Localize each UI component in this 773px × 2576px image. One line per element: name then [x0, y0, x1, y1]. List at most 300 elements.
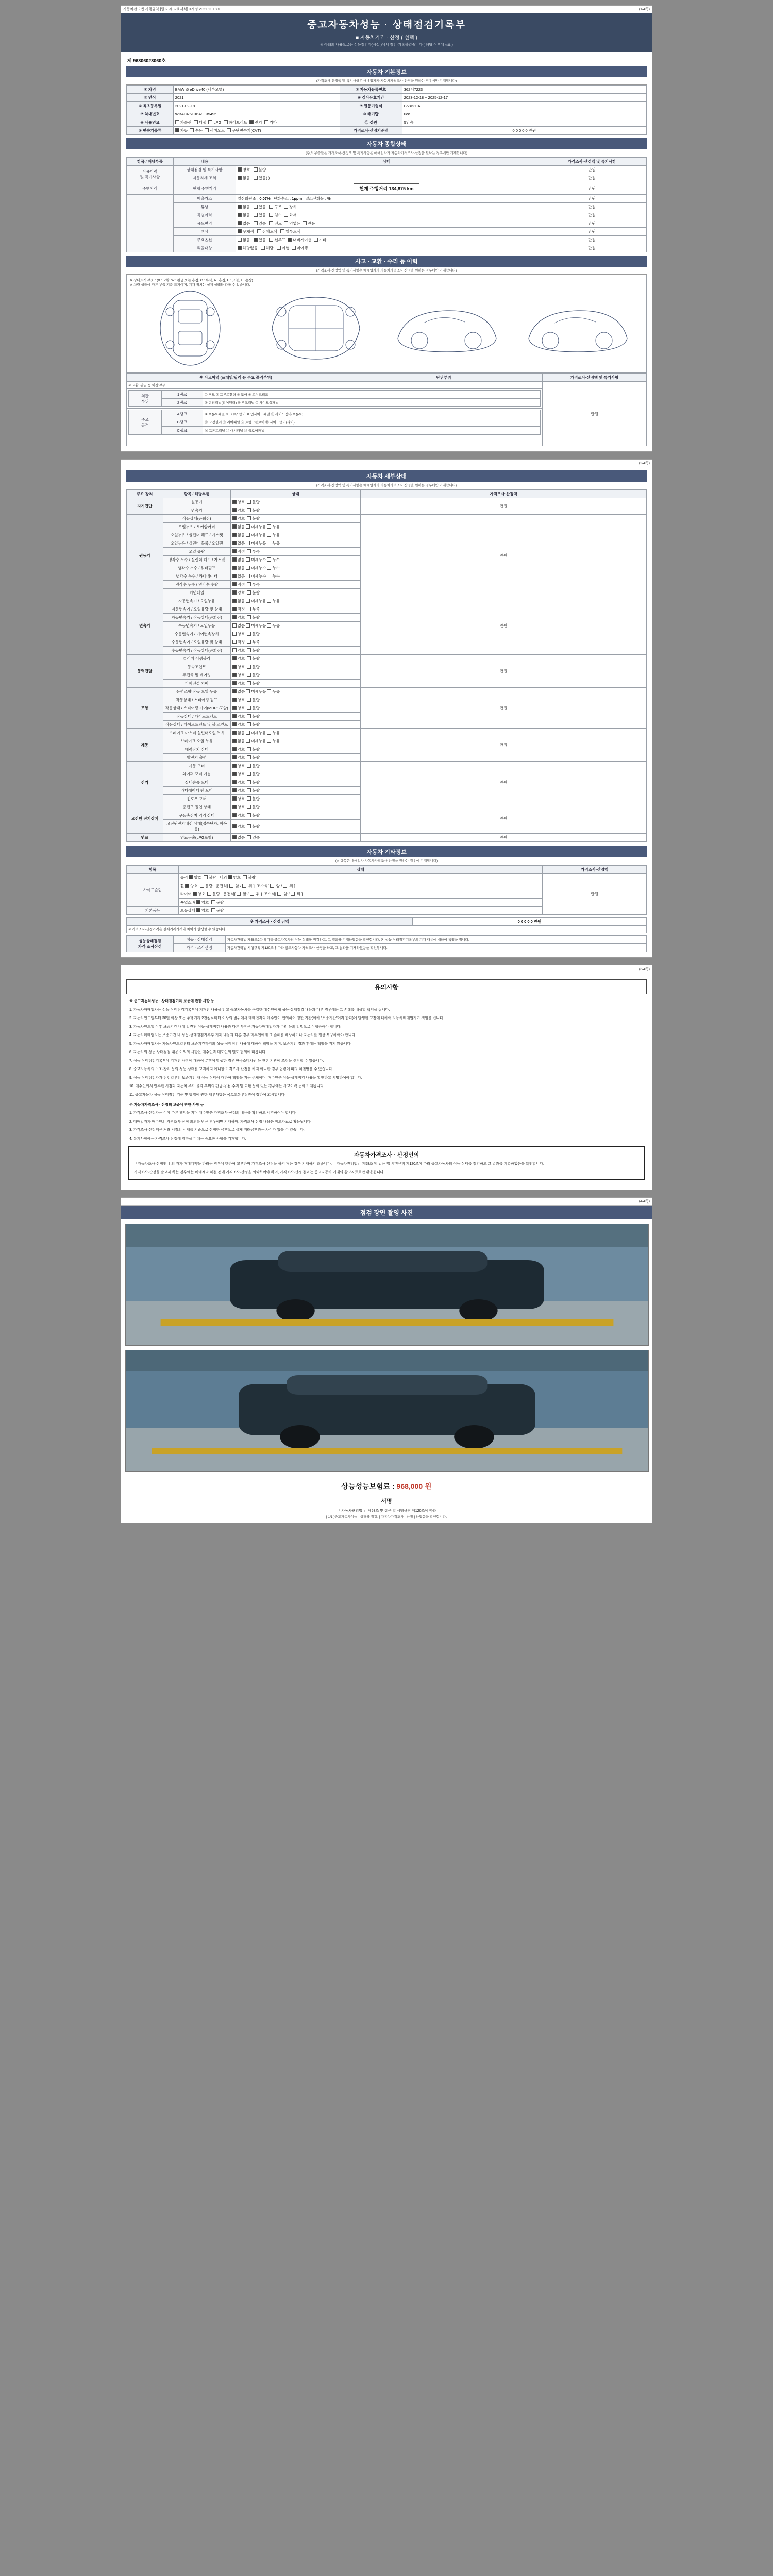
opt-2-4-b[interactable]: 불량: [247, 632, 260, 636]
detail-status-0-0: [230, 498, 360, 506]
overall-status-1-opt-1[interactable]: 있음( ): [254, 176, 270, 180]
value-car-name: BMW i5 eDrive40 (세부모델): [173, 86, 340, 94]
overall-status-5: [236, 219, 537, 228]
notice-item-9: 10. 매수인께서 인수한 시점과 자동차 주요 골격 부위의 판금·용접·수리 및 교환 등이 있는 경우에는 사고이력 등이 기재됩니다.: [129, 1084, 325, 1089]
detail-item-1-3: 오일누유 / 실린더 블록 / 오일팬: [163, 539, 230, 548]
other-row-0: [178, 874, 542, 882]
overall-status-table: [126, 157, 647, 252]
opt-6-0-b[interactable]: 불량: [247, 764, 260, 768]
inspector-sign-table: [126, 935, 647, 952]
declaration-box: [128, 1146, 645, 1180]
opt-2-5-b[interactable]: 부족: [247, 640, 260, 645]
accident-legend-table: [126, 373, 647, 446]
rank-c-label: C랭크: [161, 427, 203, 435]
opt-4-0-a[interactable]: 없음: [232, 689, 245, 694]
shock-opt-b[interactable]: 불량: [211, 900, 224, 905]
document-title-bar: [121, 13, 652, 52]
overall-col-part: 내용: [173, 158, 236, 166]
opt-5-2-b[interactable]: 불량: [247, 747, 260, 752]
section-accident-sub: (가격조사·산정액 및 특기사항은 매매업자가 자동차가격조사·산정을 원하는 경우에만 기재합니다): [126, 267, 647, 275]
opt-6-2-a[interactable]: 양호: [232, 780, 245, 785]
overall-item-3: 튜닝: [173, 203, 236, 211]
detail-item-2-1: 자동변속기 / 오일유량 및 상태: [163, 605, 230, 614]
opt-3-1-b[interactable]: 불량: [247, 665, 260, 669]
detail-status-5-1: [230, 737, 360, 745]
opt-5-0-a[interactable]: 없음: [232, 731, 245, 735]
opt-6-1-b[interactable]: 불량: [247, 772, 260, 776]
form-reference: 자동차관리법 시행규칙 [별지 제82호서식] <개정 2021.11.18.>: [123, 8, 220, 11]
color-opt-0[interactable]: 무채색: [238, 229, 254, 234]
sideslip-in-a[interactable]: 양호: [228, 875, 241, 880]
opt-1-6-b[interactable]: 미세누수: [246, 566, 266, 570]
label-engine-type: ⑦ 원동기형식: [340, 102, 402, 110]
opt-5-1-b[interactable]: 미세누유: [246, 739, 266, 743]
value-seats: 5인승: [402, 118, 646, 127]
opt-2-3-b[interactable]: 미세누유: [246, 623, 266, 628]
detail-item-5-1: 브레이크 오일 누유: [163, 737, 230, 745]
opt-1-2-a[interactable]: 없음: [232, 533, 245, 537]
rank-2-value: ⑤ 쿼터패널(리어휀더) ⑥ 루프패널 ⑦ 사이드실패널: [203, 399, 540, 407]
opt-2-6-a[interactable]: 양호: [232, 648, 245, 653]
opt-6-4-a[interactable]: 양호: [232, 796, 245, 801]
usechange-sub-1[interactable]: 영업용: [284, 221, 300, 226]
accident-outer-group: [127, 389, 543, 409]
opt-2-1-b[interactable]: 부족: [247, 607, 260, 612]
opt-1-6-c[interactable]: 누수: [267, 566, 280, 570]
opt-1-3-a[interactable]: 없음: [232, 541, 245, 546]
opt-2-2-a[interactable]: 양호: [232, 615, 245, 620]
opt-2-4-a[interactable]: 양호: [232, 632, 245, 636]
recall-sub-0[interactable]: 이행: [277, 246, 290, 250]
sideslip-in-label: 내외: [219, 875, 227, 880]
accident-diagram: [126, 275, 647, 373]
label-plate-no: ② 자동차등록번호: [340, 86, 402, 94]
opt-7-2-b[interactable]: 불량: [247, 824, 260, 829]
inspector-row-0-label: 성능 · 상태점검: [173, 936, 225, 944]
opt-1-4-b[interactable]: 부족: [247, 549, 260, 554]
opt-4-1-b[interactable]: 불량: [247, 698, 260, 702]
overall-col-item: 항목 / 해당부품: [127, 158, 174, 166]
sheet-4: [121, 1197, 652, 1523]
outer-group-label: 외판 부위: [129, 391, 162, 407]
tuning-opt-0[interactable]: 없음: [238, 205, 250, 209]
opt-6-3-a[interactable]: 양호: [232, 788, 245, 793]
detail-group-transmission: 변속기: [127, 597, 163, 655]
rank-1-value: ① 후드 ② 프론트휀더 ③ 도어 ④ 트렁크리드: [203, 391, 540, 399]
color-opt-1[interactable]: 전체도색: [257, 229, 277, 234]
tire-opt-a[interactable]: 양호: [193, 892, 206, 896]
opt-5-1-a[interactable]: 없음: [232, 739, 245, 743]
opt-2-0-b[interactable]: 미세누유: [246, 599, 266, 603]
detail-col-1: 항목 / 해당부품: [163, 490, 230, 498]
opt-1-8-b[interactable]: 부족: [247, 582, 260, 587]
overall-status-0-opt-0[interactable]: 양호: [238, 167, 250, 172]
trans-opt-0[interactable]: 자동: [175, 128, 188, 133]
detail-status-1-1: [230, 523, 360, 531]
opt-5-2-a[interactable]: 양호: [232, 747, 245, 752]
other-group-sideslip: 사이드슬립: [127, 874, 179, 907]
section-detail-header: 자동차 세부상태: [126, 470, 647, 482]
detail-status-7-2: [230, 820, 360, 834]
opt-2-1-a[interactable]: 적정: [232, 607, 245, 612]
opt-7-0-a[interactable]: 양호: [232, 805, 245, 809]
detail-group-hv: 고전원 전기장치: [127, 803, 163, 834]
detail-status-6-2: [230, 778, 360, 787]
overall-col-note: 가격조사·산정액 및 특기사항: [537, 158, 647, 166]
document-page: [0, 5, 773, 1523]
accident-note-2: ※ 차량 상태에 따른 부품 기준 표기이며, 기재 위치는 실제 상태와 다를 수 있습니다.: [130, 283, 250, 287]
opt-1-2-c[interactable]: 누유: [267, 533, 280, 537]
opt-1-3-b[interactable]: 미세누유: [246, 541, 266, 546]
sideslip-in-b[interactable]: 불량: [243, 875, 256, 880]
opt-2-6-b[interactable]: 불량: [247, 648, 260, 653]
recall-opt-1[interactable]: 해당: [261, 246, 274, 250]
opt-2-3-c[interactable]: 누유: [267, 623, 280, 628]
basic-label: 보유상태: [180, 908, 195, 913]
opt-4-3-b[interactable]: 불량: [247, 714, 260, 719]
inspector-group-label: 성능상태점검 가격·조사산정: [127, 936, 174, 952]
section-other-sub: (※ 항목은 매매업자 자동차가격조사·산정을 원하는 경우에 기재합니다): [126, 857, 647, 865]
rank-b-value: ⑫ 고정필러 ⑬ 리어패널 ⑭ 트렁크플로어 ⑮ 사이드멤버(리어): [203, 418, 540, 427]
detail-item-1-1: 오일누유 / 로커암커버: [163, 523, 230, 531]
special-opt-0[interactable]: 없음: [238, 213, 250, 217]
car-top-view-diagram: [257, 287, 375, 369]
mileage-box: [354, 183, 419, 193]
detail-status-6-3: [230, 787, 360, 795]
sheet1-topbar: [121, 6, 652, 13]
other-row-4: [178, 907, 542, 915]
accident-frame-group: [127, 409, 543, 436]
detail-note-transmission: 만원: [361, 597, 647, 655]
usechange-opt-0[interactable]: 없음: [238, 221, 250, 226]
opt-1-3-c[interactable]: 누유: [267, 541, 280, 546]
declaration-note: 가격조사·산정을 받고자 하는 경우에는 매매계약 체결 전에 가격조사·산정을 의뢰하여야 하며, 가격조사·산정 결과는 중고자동차 거래의 참고자료로만 활용됩니다.: [134, 1171, 385, 1175]
color-opt-2[interactable]: 일부도색: [280, 229, 300, 234]
wheel-opt-a[interactable]: 양호: [185, 884, 198, 888]
page-number-2: (2/4쪽): [638, 462, 650, 465]
detail-status-2-6: [230, 647, 360, 655]
opt-5-1-c[interactable]: 누유: [267, 739, 280, 743]
overall-item-0: 상태점검 및 특기사항: [173, 166, 236, 174]
tuning-opt-1[interactable]: 있음: [254, 205, 266, 209]
fuel-opt-1[interactable]: 디젤: [194, 120, 207, 125]
opt-3-1-a[interactable]: 양호: [232, 665, 245, 669]
special-sub-0[interactable]: 침수: [269, 213, 282, 217]
detail-item-3-3: 디퍼렌셜 기어: [163, 680, 230, 688]
detail-status-4-3: [230, 713, 360, 721]
detail-col-2: 상태: [230, 490, 360, 498]
opt-0-1-a[interactable]: 양호: [232, 508, 245, 513]
sheet2-topbar: [121, 460, 652, 467]
value-transmission: [173, 127, 340, 135]
tuning-sub-0[interactable]: 구조: [269, 205, 282, 209]
overall-item-2: 배출가스: [173, 195, 236, 203]
car-front-view-diagram: [136, 287, 244, 369]
detail-item-7-2: 고전원전기배선 상태(접속단자, 피복 등): [163, 820, 230, 834]
opt-5-0-c[interactable]: 누유: [267, 731, 280, 735]
opt-1-6-a[interactable]: 없음: [232, 566, 245, 570]
footer-note-2: [ 1/1 ]중고자동차성능 · 상태를 점검, [ 자동차가격조사 · 산정 ] 하였음을 확인합니다.: [326, 1515, 447, 1519]
opt-3-2-b[interactable]: 불량: [247, 673, 260, 677]
rank-a-label: A랭크: [161, 410, 203, 418]
sheet-2: [121, 459, 652, 958]
inspector-row-1-label: 가격 · 조사산정: [173, 944, 225, 952]
opt-1-1-c[interactable]: 누유: [267, 524, 280, 529]
opt-2-3-a[interactable]: 없음: [232, 623, 245, 628]
opt-6-1-a[interactable]: 양호: [232, 772, 245, 776]
other-col-0: 항목: [127, 866, 179, 874]
opt-1-7-a[interactable]: 없음: [232, 574, 245, 579]
emission-hc: 탄화수소 : 1ppm: [273, 196, 303, 201]
value-inspection-valid: 2023-12-18 ~ 2025-12-17: [402, 94, 646, 102]
opt-0-0-a[interactable]: 양호: [232, 500, 245, 504]
detail-status-1-6: [230, 564, 360, 572]
wheel-opt-b[interactable]: 불량: [200, 884, 213, 888]
other-note: 만원: [543, 874, 647, 915]
detail-status-5-2: [230, 745, 360, 754]
opt-1-8-a[interactable]: 적정: [232, 582, 245, 587]
basic-opt-b[interactable]: 불량: [211, 908, 224, 913]
accident-parts-label: ※ 교환, 판금 등 이상 부위: [127, 382, 543, 389]
opt-2-0-c[interactable]: 누유: [267, 599, 280, 603]
options-opt-1[interactable]: 있음: [254, 238, 266, 242]
notice-body: [126, 998, 647, 1142]
label-price-base: 가격조사·산정기준액: [340, 127, 402, 135]
opt-3-0-b[interactable]: 불량: [247, 656, 260, 661]
other-row-1: 휠 양호 불량 운전석[ 앞 / 뒤 ] 조수석[ 앞 / 뒤 ]: [178, 882, 542, 890]
fuel-opt-5[interactable]: 기타: [264, 120, 277, 125]
opt-7-1-a[interactable]: 양호: [232, 813, 245, 818]
legend-right: 가격조사·산정액 및 특기사항: [543, 374, 647, 382]
page-number-4: (4/4쪽): [638, 1199, 650, 1204]
opt-1-5-c[interactable]: 누수: [267, 557, 280, 562]
overall-note-mileage: 만원: [537, 182, 647, 195]
detail-item-3-0: 클러치 어셈블리: [163, 655, 230, 663]
fuel-opt-3[interactable]: 하이브리드: [224, 120, 247, 125]
page-number-3: (3/4쪽): [638, 968, 650, 971]
detail-status-2-2: [230, 614, 360, 622]
opt-8-0-b[interactable]: 있음: [247, 835, 260, 840]
detail-note-steering: 만원: [361, 688, 647, 729]
special-sub-1[interactable]: 화재: [284, 213, 297, 217]
options-opt-0[interactable]: 없음: [238, 238, 250, 242]
trans-opt-3[interactable]: 무단변속기(CVT): [227, 128, 261, 133]
fuel-opt-2[interactable]: LPG: [208, 120, 221, 125]
document-title: 중고자동차성능 · 상태점검기록부: [307, 20, 466, 30]
overall-item-1: 자동차세 조회: [173, 174, 236, 182]
detail-note-powertrain: 만원: [361, 655, 647, 688]
notice-heading-2: ※ 자동차가격조사 · 산정의 보증에 관한 사항 등: [129, 1103, 204, 1107]
detail-status-2-5: [230, 638, 360, 647]
opt-2-5-a[interactable]: 적정: [232, 640, 245, 645]
overall-note-1: 만원: [537, 174, 647, 182]
detail-status-1-8: [230, 581, 360, 589]
options-sub-1[interactable]: 내비게이션: [288, 238, 311, 242]
opt-1-5-b[interactable]: 미세누수: [246, 557, 266, 562]
rank-2-label: 2랭크: [161, 399, 203, 407]
sideslip-gap-label: 유격: [180, 875, 188, 880]
detail-note-brake: 만원: [361, 729, 647, 762]
label-vin: ⑦ 차대번호: [127, 110, 174, 118]
basic-opt-a[interactable]: 양호: [196, 908, 209, 913]
rank-1-label: 1랭크: [161, 391, 203, 399]
overall-note-7: 만원: [537, 236, 647, 244]
opt-2-0-a[interactable]: 없음: [232, 599, 245, 603]
opt-0-0-b[interactable]: 불량: [247, 500, 260, 504]
detail-status-8-0: [230, 834, 360, 842]
price-sum-note: ※ 가격조사·산정가격은 실제거래가격과 차이가 발생할 수 있습니다.: [127, 926, 647, 933]
opt-1-7-c[interactable]: 누수: [267, 574, 280, 579]
detail-group-steering: 조향: [127, 688, 163, 729]
emission-co: 일산화탄소 : 0.07%: [237, 196, 271, 201]
opt-1-2-b[interactable]: 미세누유: [246, 533, 266, 537]
detail-item-1-5: 냉각수 누수 / 실린더 헤드 / 가스켓: [163, 556, 230, 564]
tire-label: 타이어: [180, 892, 192, 896]
overall-status-0-opt-1[interactable]: 불량: [254, 167, 266, 172]
opt-3-3-b[interactable]: 불량: [247, 681, 260, 686]
opt-8-0-a[interactable]: 없음: [232, 835, 245, 840]
detail-item-0-1: 변속기: [163, 506, 230, 515]
usechange-opt-1[interactable]: 있음: [254, 221, 266, 226]
opt-4-1-a[interactable]: 양호: [232, 698, 245, 702]
wheel-label: 휠: [180, 884, 184, 888]
overall-item-7: 주요옵션: [173, 236, 236, 244]
opt-3-3-a[interactable]: 양호: [232, 681, 245, 686]
opt-0-1-b[interactable]: 불량: [247, 508, 260, 513]
opt-6-2-b[interactable]: 불량: [247, 780, 260, 785]
opt-5-3-b[interactable]: 불량: [247, 755, 260, 760]
detail-item-6-4: 윈도우 모터: [163, 795, 230, 803]
tuning-sub-1[interactable]: 장치: [284, 205, 297, 209]
opt-1-0-a[interactable]: 양호: [232, 516, 245, 521]
document-number-value: 96306023060호: [133, 58, 166, 63]
label-car-name: ① 차명: [127, 86, 174, 94]
opt-1-9-a[interactable]: 양호: [232, 590, 245, 595]
detail-item-6-3: 라디에이터 팬 모터: [163, 787, 230, 795]
detail-status-table: [126, 489, 647, 842]
notice-item-2: 3. 자동차인도일 이후 보증기간 내에 발견된 성능·상태점검 내용과 다른 사항은 자동차매매업자가 수리 등의 방법으로 이행하여야 합니다.: [129, 1025, 342, 1029]
opt-5-3-a[interactable]: 양호: [232, 755, 245, 760]
notice-item-3: 4. 자동차매매업자는 보증기간 내 성능·상태점검기록부 기재 내용과 다른 경우 매수인에게 그 손해를 배상하거나 자동차를 원상 복구하여야 합니다.: [129, 1033, 357, 1038]
notice2-item-0: 1. 가격조사·산정자는 이에 따른 책임을 지며 매수인은 가격조사·산정의 내용을 확인하고 서명하여야 합니다.: [129, 1111, 297, 1115]
detail-note-fuel: 만원: [361, 834, 647, 842]
opt-3-2-a[interactable]: 양호: [232, 673, 245, 677]
tire-opt-b[interactable]: 불량: [207, 892, 220, 896]
other-col-1: 상태: [178, 866, 542, 874]
opt-1-1-a[interactable]: 없음: [232, 524, 245, 529]
detail-note-selfdiag: 만원: [361, 498, 647, 515]
opt-4-0-c[interactable]: 누유: [267, 689, 280, 694]
fuel-opt-4[interactable]: 전기: [249, 120, 262, 125]
detail-status-1-7: [230, 572, 360, 581]
mileage-unit: km: [407, 186, 414, 191]
opt-7-2-a[interactable]: 양호: [232, 824, 245, 829]
sheet-1: [121, 5, 652, 452]
other-col-2: 가격조사·산정액: [543, 866, 647, 874]
label-transmission: ⑨ 변속기종류: [127, 127, 174, 135]
detail-status-1-2: [230, 531, 360, 539]
label-seats: ⑪ 정원: [340, 118, 402, 127]
basic-info-table: [126, 85, 647, 135]
detail-group-selfdiag: 자기진단: [127, 498, 163, 515]
opt-6-4-b[interactable]: 불량: [247, 796, 260, 801]
sideslip-opt-a[interactable]: 양호: [189, 875, 201, 880]
opt-5-0-b[interactable]: 미세누유: [246, 731, 266, 735]
detail-status-4-0: [230, 688, 360, 696]
detail-item-6-2: 실내송풍 모터: [163, 778, 230, 787]
opt-3-0-a[interactable]: 양호: [232, 656, 245, 661]
document-number-label: 제: [127, 58, 132, 63]
recall-opt-0[interactable]: 해당없음: [238, 246, 258, 250]
options-sub-2[interactable]: 기타: [314, 238, 327, 242]
opt-1-7-b[interactable]: 미세누수: [246, 574, 266, 579]
label-fuel: ⑧ 사용연료: [127, 118, 174, 127]
car-side-right-diagram: [518, 287, 637, 369]
opt-7-0-b[interactable]: 불량: [247, 805, 260, 809]
options-sub-0[interactable]: 선루프: [269, 238, 285, 242]
opt-1-9-b[interactable]: 불량: [247, 590, 260, 595]
recall-sub-1[interactable]: 미이행: [292, 246, 308, 250]
inspection-photo-1: [125, 1224, 649, 1346]
detail-item-4-4: 작동상태 / 타이로드엔드 및 볼 조인트: [163, 721, 230, 729]
opt-4-2-a[interactable]: 양호: [232, 706, 245, 710]
opt-6-3-b[interactable]: 불량: [247, 788, 260, 793]
special-opt-1[interactable]: 있음: [254, 213, 266, 217]
opt-1-1-b[interactable]: 미세누유: [246, 524, 266, 529]
notice2-item-1: 2. 매매업자가 매수인의 가격조사·산정 의뢰를 받은 경우에만 기재하며, 가격조사·산정 내용은 참고자료로 활용됩니다.: [129, 1120, 312, 1124]
opt-2-2-b[interactable]: 불량: [247, 615, 260, 620]
usechange-sub-2[interactable]: 관용: [303, 221, 315, 226]
opt-4-2-b[interactable]: 불량: [247, 706, 260, 710]
trans-opt-2[interactable]: 세미오토: [205, 128, 225, 133]
fuel-opt-0[interactable]: 가솔린: [175, 120, 192, 125]
detail-status-1-0: [230, 515, 360, 523]
opt-7-1-b[interactable]: 불량: [247, 813, 260, 818]
shock-label: 쇽업쇼바: [180, 900, 195, 905]
section-overall-sub: (주요 부품들은 가격조사·산정액 및 특기사항은 매매업자가 자동차가격조사·산정을 원하는 경우에만 기재합니다): [126, 149, 647, 157]
opt-1-4-a[interactable]: 적정: [232, 549, 245, 554]
notice-item-7: 8. 중고자동차의 구조·장치 등의 성능·상태를 고지하지 아니한 가격조사·산정을 하지 아니한 경우 법령에 따라 처벌받을 수 있습니다.: [129, 1067, 333, 1072]
detail-group-engine: 원동기: [127, 515, 163, 597]
section-basic-info-sub: (가격조사·산정액 및 특기사항은 매매업자가 자동차가격조사·산정을 원하는 경우에만 기재합니다): [126, 77, 647, 85]
photo-gallery: [121, 1219, 652, 1476]
opt-6-0-a[interactable]: 양호: [232, 764, 245, 768]
sideslip-opt-b[interactable]: 불량: [204, 875, 216, 880]
opt-1-0-b[interactable]: 불량: [247, 516, 260, 521]
footer-note-1: 「 자동차관리법 」 제58조 및 같은 법 시행규칙 제120조에 따라: [337, 1509, 436, 1513]
detail-item-1-0: 작동상태(공회전): [163, 515, 230, 523]
opt-1-5-a[interactable]: 없음: [232, 557, 245, 562]
opt-4-4-b[interactable]: 불량: [247, 722, 260, 727]
other-group-basic: 기본품목: [127, 907, 179, 915]
label-inspection-valid: ④ 검사유효기간: [340, 94, 402, 102]
opt-4-4-a[interactable]: 양호: [232, 722, 245, 727]
opt-4-3-a[interactable]: 양호: [232, 714, 245, 719]
legend-mid: 단위부위: [345, 374, 542, 382]
overall-status-7: [236, 236, 537, 244]
price-value: 968,000 원: [396, 1482, 432, 1490]
detail-col-3: 가격조사·산정액: [361, 490, 647, 498]
price-bar: [121, 1476, 652, 1494]
usechange-sub-0[interactable]: 렌트: [269, 221, 282, 226]
trans-opt-1[interactable]: 수동: [190, 128, 203, 133]
opt-4-0-b[interactable]: 미세누유: [246, 689, 266, 694]
emission-nox: 질소산화물 : %: [305, 196, 331, 201]
shock-opt-a[interactable]: 양호: [196, 900, 209, 905]
detail-note-electric: 만원: [361, 762, 647, 803]
overall-status-1-opt-0[interactable]: 없음: [238, 176, 250, 180]
detail-status-3-3: [230, 680, 360, 688]
